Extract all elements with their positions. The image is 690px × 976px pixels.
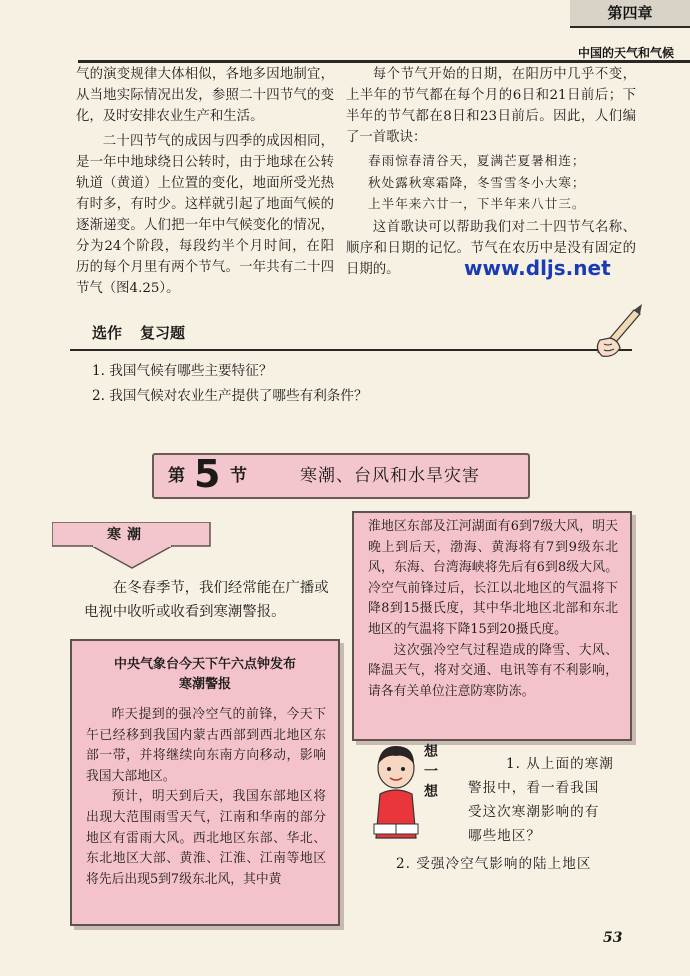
right-column: [346, 64, 636, 280]
review-rule: [70, 349, 632, 351]
bulletin-title-line: 寒潮警报: [178, 677, 231, 692]
song-line: 秋处露秋寒霜降，冬雪雪冬小大寒；: [368, 174, 586, 190]
bulletin-continued-text: [354, 513, 630, 702]
think-question-line: 2. 受强冷空气影响的陆上地区: [396, 856, 592, 872]
left-paragraph: 气的演变规律大体相似，各地多因地制宜，从当地实际情况出发，参照二十四节气的变化，及时安排农业生产和生活。: [76, 67, 334, 124]
song-line: 上半年来六廿一，下半年来八廿三。: [368, 196, 586, 211]
header-rule: [78, 60, 690, 63]
page-number: 53: [603, 930, 623, 946]
section-prefix: 第: [168, 466, 185, 486]
section-title: 寒潮、台风和水旱灾害: [300, 466, 480, 486]
chapter-tab: 第四章: [570, 0, 690, 28]
intro-text: [84, 576, 339, 624]
bulletin-paragraph: 这次强冷空气过程造成的降雪、大风、降温天气，将对交通、电讯等有不利影响，请各有关单位注意防寒防冻。: [368, 642, 618, 699]
solar-term-song: [346, 150, 636, 215]
review-title-main: 复习题: [140, 324, 186, 342]
section-suffix: 节: [230, 466, 247, 486]
bulletin-paragraph: 昨天提到的强冷空气的前锋，今天下午已经移到我国内蒙古西部到西北地区东部一带，并将继续向东南方向移动，影响我国大部地区。: [86, 707, 326, 784]
section-banner: [152, 453, 530, 499]
right-paragraph: 每个节气开始的日期，在阳历中几乎不变，上半年的节气都在每个月的6日和21日前后；下半年的节气都在8日和23日前后。因此，人们编了一首歌诀：: [346, 67, 636, 145]
song-line: 春雨惊春清谷天，夏满芒夏暑相连；: [368, 153, 586, 168]
bulletin-title: [72, 655, 338, 695]
section-number: 5: [194, 452, 221, 496]
right-paragraph: 这首歌诀可以帮助我们对二十四节气名称、顺序和日期的记忆。节气在农历中是没有固定的日期的。: [346, 219, 636, 277]
hand-pencil-icon: [590, 300, 650, 360]
bulletin-paragraph: 淮地区东部及江河湖面有6到7级大风，明天晚上到后天，渤海、黄海将有7到9级东北风，东海、台湾海峡将先后有6到8级大风。冷空气前锋过后，长江以北地区的气温将下降8到15摄氏度，其中华北地区北部和东北地区的气温将下降15到20摄氏度。: [368, 519, 618, 637]
think-question-line: 警报中，看一看我国: [468, 780, 600, 796]
review-question: 2. 我国气候对农业生产提供了哪些有利条件？: [92, 388, 368, 404]
left-paragraph: 二十四节气的成因与四季的成因相同，是一年中地球绕日公转时，由于地球在公转轨道（黄道）上位置的变化，地面所受光热有时多，有时少。这样就引起了地面气候的逐渐递变。人们把一年中气候变化的情况，分为24个阶段，每段约半个月时间，在阳历的每个月里有两个节气。一年共有二十四节气（图4.25）。: [76, 134, 334, 296]
intro-paragraph: 在冬春季节，我们经常能在广播或电视中收听或收看到寒潮警报。: [84, 580, 329, 620]
review-question: 1. 我国气候有哪些主要特征？: [92, 363, 273, 379]
review-title: [92, 322, 185, 343]
cold-wave-bulletin-box: [70, 639, 340, 926]
watermark-url: www.dljs.net: [464, 256, 611, 280]
bulletin-text: [72, 705, 338, 890]
think-question-line: 受这次寒潮影响的有: [468, 804, 600, 820]
bulletin-title-line: 中央气象台今天下午六点钟发布: [113, 657, 296, 672]
review-title-optional: 选作: [92, 324, 123, 342]
cold-wave-label: 寒潮: [107, 527, 147, 543]
chapter-subtitle: 中国的天气和气候: [577, 46, 674, 60]
thinking-child-icon: [370, 742, 422, 840]
left-column: [76, 64, 334, 299]
cold-wave-bulletin-continued-box: [352, 511, 632, 741]
think-question-line: 哪些地区？: [468, 828, 541, 844]
think-label: 想一想: [424, 744, 438, 800]
think-question-line: 1. 从上面的寒潮: [506, 756, 614, 772]
bulletin-paragraph: 预计，明天到后天，我国东部地区将出现大范围雨雪天气，江南和华南的部分地区有雷雨大风。西北地区东部、华北、东北地区大部、黄淮、江淮、江南等地区将先后出现5到7级东北风，其中黄: [86, 789, 326, 887]
